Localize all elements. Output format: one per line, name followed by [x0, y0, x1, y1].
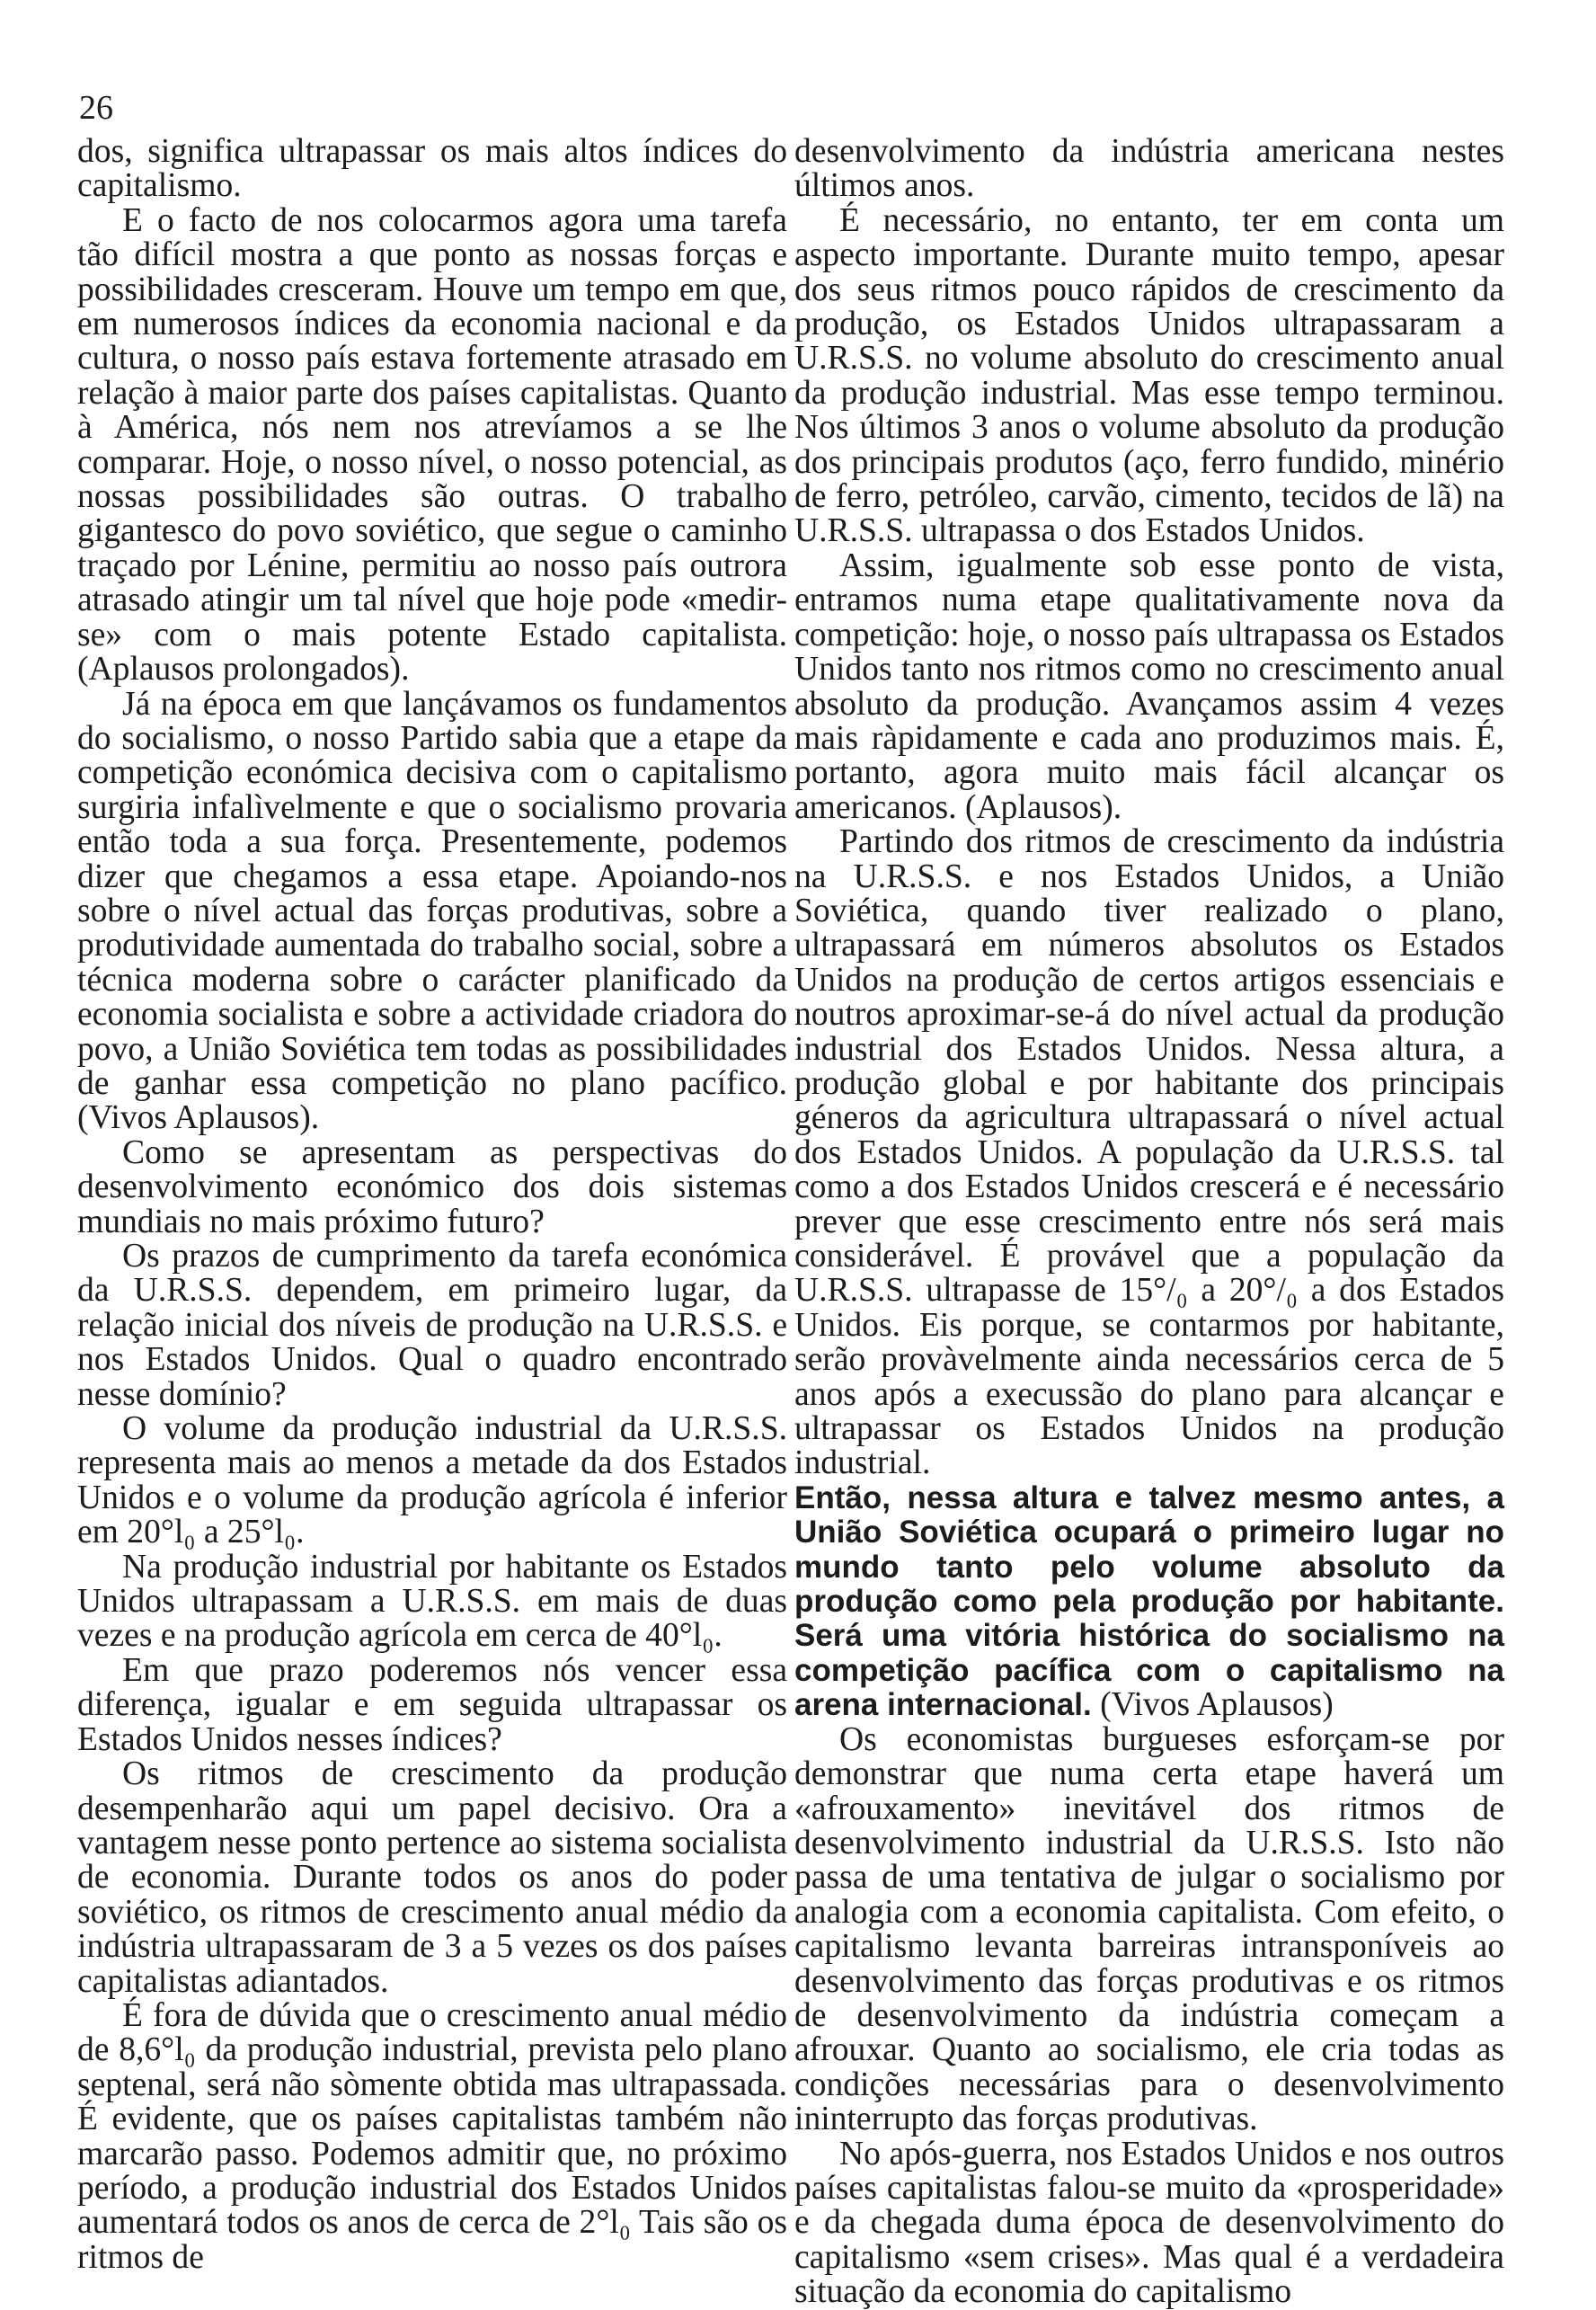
paragraph: O volume da produção industrial da U.R.S.S. representa mais ao menos a metade da dos Estados Unidos e o volume da produção agrícola é inferior em 20°l₀ a 25°l₀. [77, 1410, 787, 1551]
paragraph: É fora de dúvida que o crescimento anual médio de 8,6°l₀ da produção industrial, prevista pelo plano septenal, será não sòmente obtida mas ultrapassada. É evidente, que os países capitalistas também não marcarão passo. Podemos admitir que, no próximo período, a produção industrial dos Estados Unidos aumentará todos os anos de cerca de 2°l₀ Tais são os ritmos de [77, 1996, 787, 2276]
paragraph: No após-guerra, nos Estados Unidos e nos outros países capitalistas falou-se muito da «prosperidade» e da chegada duma época de desenvolvimento do capitalismo «sem crises». Mas qual é a verdadeira situação da economia do capitalismo [794, 2135, 1504, 2310]
paragraph: desenvolvimento da indústria americana nestes últimos anos. [794, 133, 1504, 205]
paragraph: Partindo dos ritmos de crescimento da indústria na U.R.S.S. e nos Estados Unidos, a União Soviética, quando tiver realizado o plano, ultrapassará em números absolutos os Estados Unidos na produção de certos artigos essenciais e noutros aproximar-se-á do nível actual da produção industrial dos Estados Unidos. Nessa altura, a produção global e por habitante dos principais géneros da agricultura ultrapassará o nível actual dos Estados Unidos. A população da U.R.S.S. tal como a dos Estados Unidos crescerá e é necessário prever que esse crescimento entre nós será mais considerável. É provável que a população da U.R.S.S. ultrapasse de 15°/₀ a 20°/₀ a dos Estados Unidos. Eis porque, se contarmos por habitante, serão provàvelmente ainda necessários cerca de 5 anos após a execussão do plano para alcançar e ultrapassar os Estados Unidos na produção industrial. [794, 823, 1504, 1482]
emphasized-text: Então, nessa altura e talvez mesmo antes, a União Soviética ocupará o primeiro lugar no mundo tanto pelo volume absoluto da produção como pela produção por habitante. Será uma vitória histórica do socialismo na competição pacífica com o capitalismo na arena internacional. [794, 1479, 1504, 1723]
paragraph: Os economistas burgueses esforçam-se por demonstrar que numa certa etape haverá um «afrouxamento» inevitável dos ritmos de desenvolvimento industrial da U.R.S.S. Isto não passa de uma tentativa de julgar o socialismo por analogia com a economia capitalista. Com efeito, o capitalismo levanta barreiras intransponíveis ao desenvolvimento das forças produtivas e os ritmos de desenvolvimento da indústria começam a afrouxar. Quanto ao socialismo, ele cria todas as condições necessárias para o desenvolvimento ininterrupto das forças produtivas. [794, 1720, 1504, 2138]
paragraph: Os prazos de cumprimento da tarefa económica da U.R.S.S. dependem, em primeiro lugar, da relação inicial dos níveis de produção na U.R.S.S. e nos Estados Unidos. Qual o quadro encontrado nesse domínio? [77, 1238, 787, 1413]
paragraph-emphasis [794, 1481, 1504, 1723]
left-column [77, 135, 787, 2275]
paragraph: Assim, igualmente sob esse ponto de vista, entramos numa etape qualitativamente nova da competição: hoje, o nosso país ultrapassa os Estados Unidos tanto nos ritmos como no crescimento anual absoluto da produção. Avançamos assim 4 vezes mais ràpidamente e cada ano produzimos mais. É, portanto, agora muito mais fácil alcançar os americanos. (Aplausos). [794, 546, 1504, 826]
right-column [794, 135, 1504, 2310]
paragraph: dos, significa ultrapassar os mais altos índices do capitalismo. [77, 133, 787, 205]
paragraph: É necessário, no entanto, ter em conta um aspecto importante. Durante muito tempo, apesar dos seus ritmos pouco rápidos de crescimento da produção, os Estados Unidos ultrapassaram a U.R.S.S. no volume absoluto do crescimento anual da produção industrial. Mas esse tempo terminou. Nos últimos 3 anos o volume absoluto da produção dos principais produtos (aço, ferro fundido, minério de ferro, petróleo, carvão, cimento, tecidos de lã) na U.R.S.S. ultrapassa o dos Estados Unidos. [794, 201, 1504, 550]
paragraph: E o facto de nos colocarmos agora uma tarefa tão difícil mostra a que ponto as nossas forças e possibilidades cresceram. Houve um tempo em que, em numerosos índices da economia nacional e da cultura, o nosso país estava fortemente atrasado em relação à maior parte dos países capitalistas. Quanto à América, nós nem nos atrevíamos a se lhe comparar. Hoje, o nosso nível, o nosso potencial, as nossas possibilidades são outras. O trabalho gigantesco do povo soviético, que segue o caminho traçado por Lénine, permitiu ao nosso país outrora atrasado atingir um tal nível que hoje pode «medir-se» com o mais potente Estado capitalista. (Aplausos prolongados). [77, 201, 787, 689]
paragraph: Como se apresentam as perspectivas do desenvolvimento económico dos dois sistemas mundiais no mais próximo futuro? [77, 1133, 787, 1240]
paragraph: Os ritmos de crescimento da produção desempenharão aqui um papel decisivo. Ora a vantagem nesse ponto pertence ao sistema socialista de economia. Durante todos os anos do poder soviético, os ritmos de crescimento anual médio da indústria ultrapassaram de 3 a 5 vezes os dos países capitalistas adiantados. [77, 1755, 787, 2000]
applause-note: (Vivos Aplausos) [1100, 1686, 1334, 1724]
paragraph: Na produção industrial por habitante os Estados Unidos ultrapassam a U.R.S.S. em mais de duas vezes e na produção agrícola em cerca de 40°l₀. [77, 1548, 787, 1655]
paragraph: Já na época em que lançávamos os fundamentos do socialismo, o nosso Partido sabia que a etape da competição económica decisiva com o capitalismo surgiria infalìvelmente e que o socialismo provaria então toda a sua força. Presentemente, podemos dizer que chegamos a essa etape. Apoiando-nos sobre o nível actual das forças produtivas, sobre a produtividade aumentada do trabalho social, sobre a técnica moderna sobre o carácter planificado da economia socialista e sobre a actividade criadora do povo, a União Soviética tem todas as possibilidades de ganhar essa competição no plano pacífico. (Vivos Aplausos). [77, 685, 787, 1137]
paragraph: Em que prazo poderemos nós vencer essa diferença, igualar e em seguida ultrapassar os Estados Unidos nesses índices? [77, 1651, 787, 1758]
page-number: 26 [79, 89, 113, 127]
